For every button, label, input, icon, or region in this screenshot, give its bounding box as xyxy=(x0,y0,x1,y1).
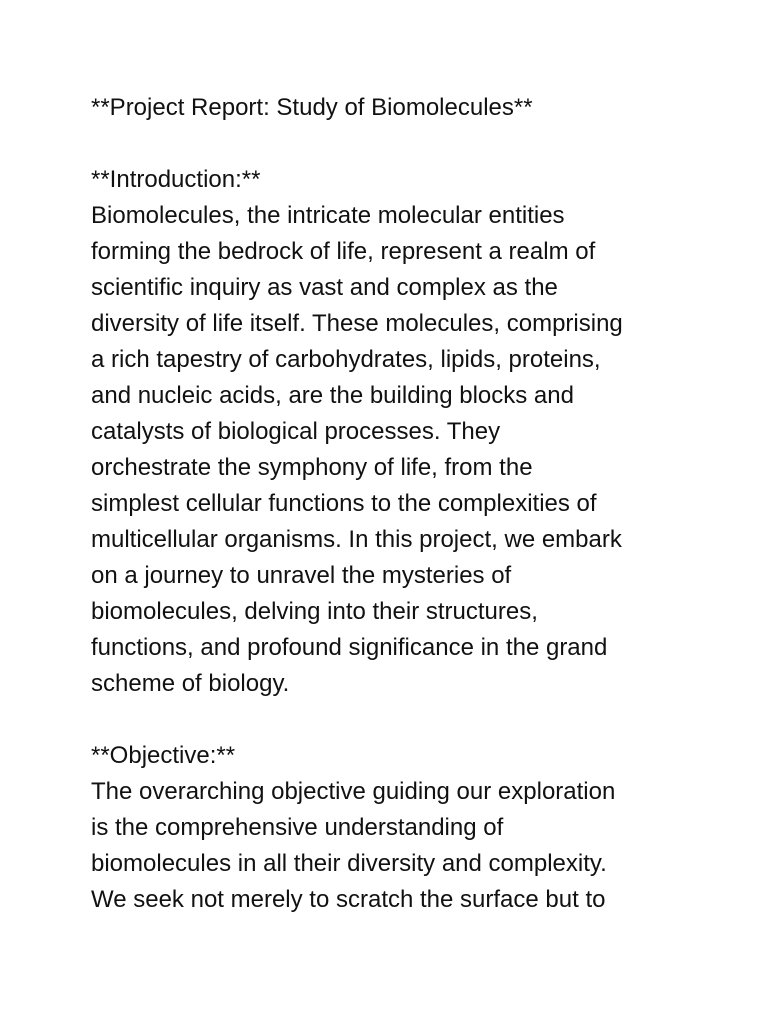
paragraph-line: Biomolecules, the intricate molecular entities xyxy=(91,202,565,229)
document-page xyxy=(91,90,691,918)
paragraph-line: biomolecules, delving into their structures, xyxy=(91,598,538,625)
paragraph-line: is the comprehensive understanding of xyxy=(91,814,504,841)
paragraph-line: scheme of biology. xyxy=(91,670,290,697)
paragraph-line: and nucleic acids, are the building blocks and xyxy=(91,382,574,409)
introduction-heading: **Introduction:** xyxy=(91,166,261,193)
paragraph-line: diversity of life itself. These molecules, comprising xyxy=(91,310,623,337)
paragraph-line: functions, and profound significance in the grand xyxy=(91,634,608,661)
paragraph-line: scientific inquiry as vast and complex as the xyxy=(91,274,558,301)
paragraph-line: We seek not merely to scratch the surface but to xyxy=(91,886,606,913)
paragraph-line: The overarching objective guiding our exploration xyxy=(91,778,616,805)
paragraph-line: a rich tapestry of carbohydrates, lipids, proteins, xyxy=(91,346,601,373)
objective-paragraph xyxy=(91,774,691,918)
objective-heading: **Objective:** xyxy=(91,742,236,769)
introduction-paragraph xyxy=(91,198,691,702)
paragraph-line: biomolecules in all their diversity and complexity. xyxy=(91,850,607,877)
paragraph-line: orchestrate the symphony of life, from the xyxy=(91,454,533,481)
paragraph-line: catalysts of biological processes. They xyxy=(91,418,501,445)
paragraph-line: forming the bedrock of life, represent a realm of xyxy=(91,238,596,265)
document-title: **Project Report: Study of Biomolecules** xyxy=(91,94,533,121)
paragraph-line: simplest cellular functions to the complexities of xyxy=(91,490,597,517)
paragraph-line: on a journey to unravel the mysteries of xyxy=(91,562,512,589)
spacer xyxy=(91,126,691,162)
spacer xyxy=(91,702,691,738)
paragraph-line: multicellular organisms. In this project, we embark xyxy=(91,526,622,553)
